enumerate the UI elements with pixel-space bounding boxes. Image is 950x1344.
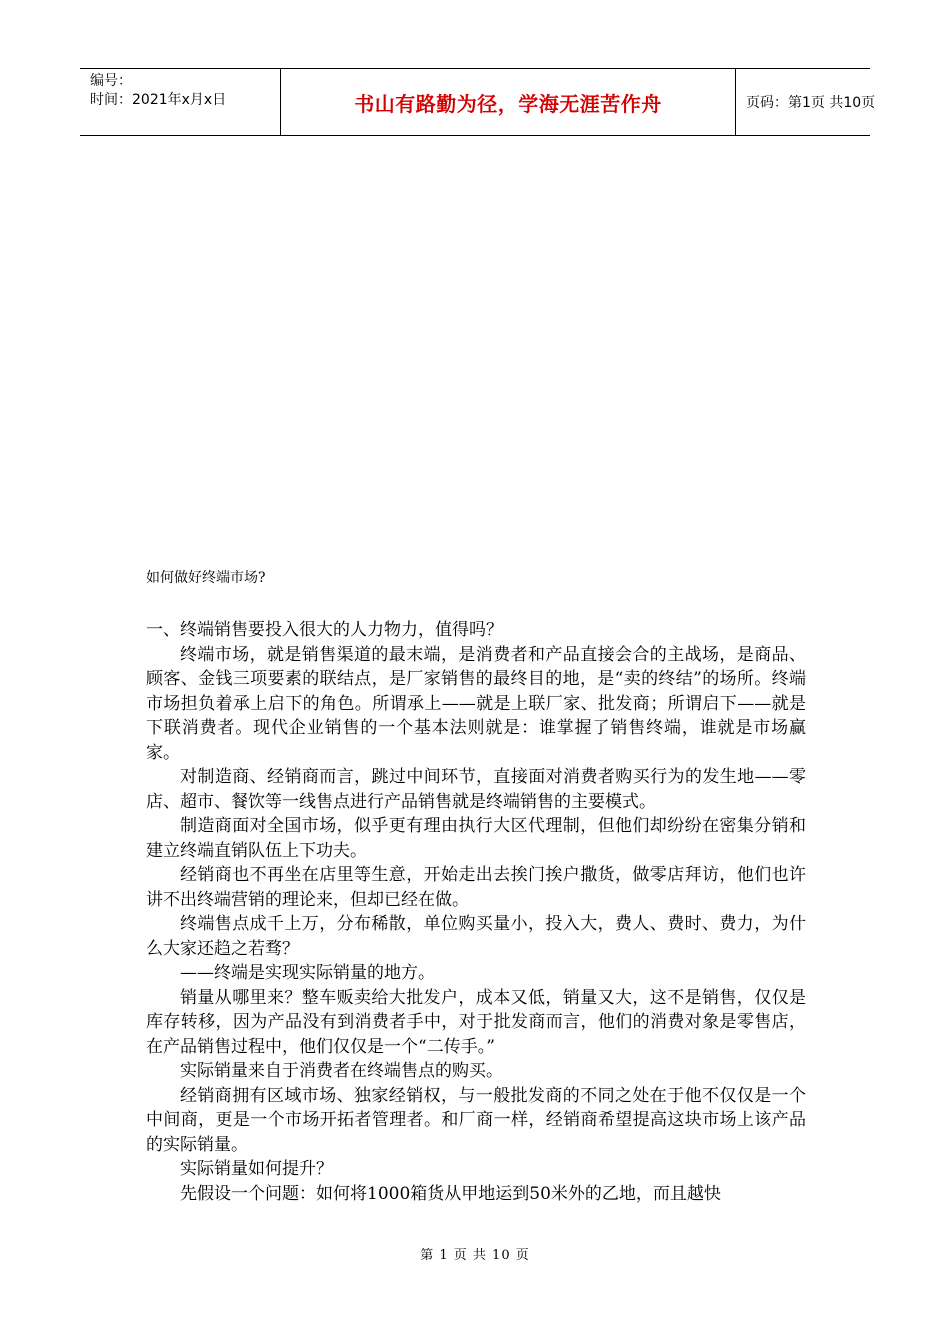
paragraph: 终端市场，就是销售渠道的最末端，是消费者和产品直接会合的主战场，是商品、顾客、金钱三项要素的联结点，是厂家销售的最终目的地，是“卖的终结”的场所。终端市场担负着承上启下的角色。所谓承上——就是上联厂家、批发商；所谓启下——就是下联消费者。现代企业销售的一个基本法则就是：谁掌握了销售终端，谁就是市场赢家。	[146, 644, 806, 763]
number-label: 编号：	[90, 73, 132, 89]
header-motto: 书山有路勤为径，学海无涯苦作舟	[280, 69, 736, 135]
paragraph: 先假设一个问题：如何将1000箱货从甲地运到50米外的乙地，而且越快	[180, 1183, 721, 1204]
paragraph: 实际销量来自于消费者在终端售点的购买。	[180, 1061, 503, 1081]
paragraph: 一、终端销售要投入很大的人力物力，值得吗？	[146, 620, 503, 640]
date-label: 时间：2021年x月x日	[90, 92, 227, 108]
paragraph: 制造商面对全国市场，似乎更有理由执行大区代理制，但他们却纷纷在密集分销和建立终端直销队伍上下功夫。	[146, 816, 806, 861]
header-table	[80, 68, 876, 136]
page-footer: 第 1 页 共 10 页	[420, 1248, 530, 1263]
paragraph: 实际销量如何提升？	[180, 1159, 333, 1179]
paragraph: 对制造商、经销商而言，跳过中间环节，直接面对消费者购买行为的发生地——零店、超市、餐饮等一线售点进行产品销售就是终端销售的主要模式。	[146, 767, 806, 812]
paragraph: 经销商拥有区域市场、独家经销权，与一般批发商的不同之处在于他不仅仅是一个中间商，更是一个市场开拓者管理者。和厂商一样，经销商希望提高这块市场上该产品的实际销量。	[146, 1085, 806, 1155]
paragraph: 终端售点成千上万，分布稀散，单位购买量小，投入大，费人、费时、费力，为什么大家还趋之若骛？	[146, 914, 806, 959]
paragraph: 经销商也不再坐在店里等生意，开始走出去挨门挨户撒货，做零店拜访，他们也许讲不出终端营销的理论来，但却已经在做。	[146, 865, 806, 910]
paragraph: ——终端是实现实际销量的地方。	[180, 963, 435, 983]
document-body	[146, 618, 806, 1206]
document-title: 如何做好终端市场?	[146, 570, 266, 586]
header-meta	[80, 69, 280, 135]
paragraph: 销量从哪里来？整车贩卖给大批发户，成本又低，销量又大，这不是销售，仅仅是库存转移，因为产品没有到消费者手中，对于批发商而言，他们的消费对象是零售店，在产品销售过程中，他们仅仅是一个“二传手。”	[146, 987, 806, 1057]
header-page-info: 页码：第1页 共10页	[746, 95, 876, 111]
